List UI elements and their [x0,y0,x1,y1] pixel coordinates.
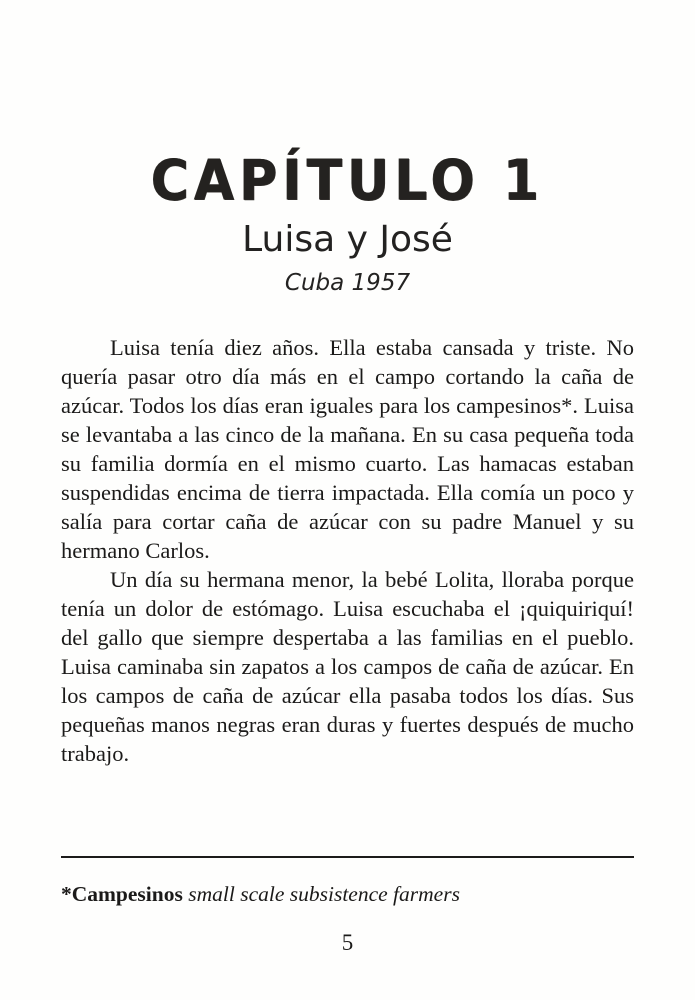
story-paragraph: Luisa tenía diez años. Ella estaba cansada y triste. No quería pasar otro día más en el campo cortando la caña de azúcar. Todos los días eran iguales para los campesinos*. Luisa se levantaba a las cinco de la mañana. En su casa pequeña toda su familia dormía en el mismo cuarto. Las hamacas estaban suspendidas encima de tierra impactada. Ella comía un poco y salía para cortar caña de azúcar con su padre Manuel y su hermano Carlos. [61,335,634,563]
chapter-heading: CAPÍTULO 1 [150,148,545,214]
footnote-text [61,881,634,907]
footnote-divider [61,856,634,858]
footnote-definition: small scale subsistence farmers [188,882,460,906]
chapter-header [0,150,695,296]
footnote-term: *Campesinos [61,882,183,906]
footnote-area [61,856,634,907]
page-number: 5 [341,930,354,955]
story-text [61,333,634,768]
chapter-setting: Cuba 1957 [284,270,411,296]
chapter-subtitle: Luisa y José [242,219,453,260]
story-paragraph: Un día su hermana menor, la bebé Lolita, lloraba porque tenía un dolor de estómago. Luisa escuchaba el ¡quiquiriquí! del gallo que siempre despertaba a las familias en el pueblo. Luisa caminaba sin zapatos a los campos de caña de azúcar. En los campos de caña de azúcar ella pasaba todos los días. Sus pequeñas manos negras eran duras y fuertes después de mucho trabajo. [61,567,634,766]
